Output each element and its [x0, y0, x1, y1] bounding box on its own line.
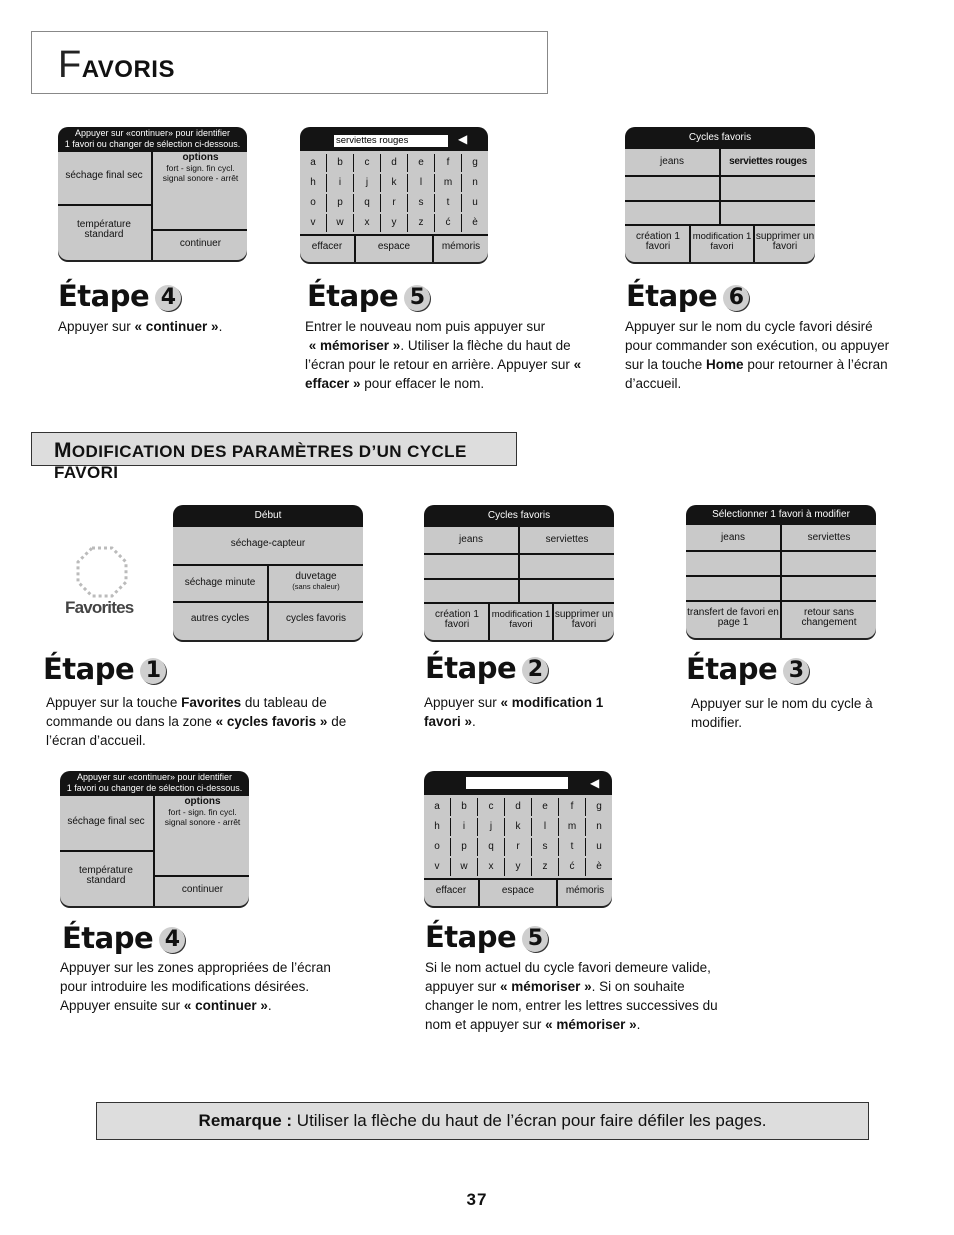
- duvetage-sub: (sans chaleur): [292, 582, 340, 591]
- key[interactable]: y: [505, 858, 532, 876]
- header-line: 1 favori ou changer de sélection ci-dessous.: [64, 139, 241, 149]
- espace-button[interactable]: espace: [501, 885, 535, 896]
- key[interactable]: s: [408, 194, 435, 212]
- note-text: Utiliser la flèche du haut de l’écran pour faire défiler les pages.: [292, 1111, 767, 1130]
- key[interactable]: p: [451, 838, 478, 856]
- text-bold: « continuer »: [183, 998, 268, 1013]
- divider: [625, 224, 815, 226]
- options-line: fort - sign. fin cycl.: [168, 807, 237, 817]
- text: Appuyer sur la touche: [46, 695, 182, 710]
- key[interactable]: k: [505, 818, 532, 836]
- sechage-final-button[interactable]: séchage final sec: [67, 816, 145, 827]
- step-heading: [686, 652, 809, 686]
- title-initial: F: [58, 44, 82, 86]
- key[interactable]: a: [300, 154, 327, 172]
- name-field[interactable]: serviettes rouges: [334, 135, 448, 147]
- key[interactable]: z: [408, 214, 435, 232]
- text-bold: « modification 1 favori »: [424, 695, 604, 729]
- text-bold: « mémoriser »: [545, 1017, 637, 1032]
- key[interactable]: x: [478, 858, 505, 876]
- text-bold: « continuer »: [134, 319, 219, 334]
- memoriser-button[interactable]: mémoris: [441, 241, 481, 252]
- subsection-initial: M: [54, 439, 72, 462]
- step-text: [46, 693, 364, 750]
- step-word: Étape: [58, 279, 150, 313]
- text: Appuyer sur le nom du cycle favori désiré pour commander son exécution, ou appuyer sur la touche: [625, 319, 890, 372]
- favori-jeans[interactable]: jeans: [721, 532, 745, 543]
- sechage-capteur-button[interactable]: séchage-capteur: [230, 538, 306, 549]
- key[interactable]: o: [300, 194, 327, 212]
- key[interactable]: è: [472, 217, 478, 228]
- temperature-button[interactable]: température standard: [79, 865, 133, 886]
- screen-options-bottom: [60, 771, 249, 906]
- espace-button[interactable]: espace: [377, 241, 411, 252]
- step-number: 4: [159, 927, 185, 953]
- retour-button[interactable]: retour sans changement: [801, 607, 857, 628]
- text: du tableau de commande ou dans la zone: [46, 695, 327, 729]
- text: Appuyer sur les zones appropriées de l’écran pour introduire les modifications désirées. Appuyer ensuite sur: [60, 960, 331, 1013]
- favori-serviettes-rouges[interactable]: serviettes rouges: [729, 156, 807, 167]
- subsection-title-box: [31, 432, 517, 482]
- step-text: [58, 317, 288, 336]
- options-line: fort - sign. fin cycl.: [166, 163, 235, 173]
- subsection-title: [54, 439, 516, 483]
- step-word: Étape: [43, 652, 135, 686]
- key[interactable]: a: [424, 798, 451, 816]
- screen-header: Début: [173, 505, 363, 527]
- sechage-minute-button[interactable]: séchage minute: [184, 577, 256, 588]
- step-word: Étape: [626, 279, 718, 313]
- text-bold: « cycles favoris »: [215, 714, 328, 729]
- key[interactable]: z: [532, 858, 559, 876]
- keyboard-row: [300, 194, 488, 212]
- key[interactable]: i: [327, 174, 354, 192]
- divider: [424, 578, 614, 580]
- text: Appuyer sur: [424, 695, 501, 710]
- duvetage-button[interactable]: [269, 571, 363, 591]
- name-field[interactable]: [466, 777, 568, 789]
- key[interactable]: b: [327, 154, 354, 172]
- keyboard-row: [300, 174, 488, 192]
- title-rest: AVORIS: [81, 56, 175, 83]
- keyboard-row: [424, 838, 612, 856]
- key[interactable]: q: [354, 194, 381, 212]
- effacer-button[interactable]: effacer: [311, 241, 343, 252]
- step-text: [425, 958, 735, 1034]
- key[interactable]: r: [505, 838, 532, 856]
- key[interactable]: ć: [559, 858, 586, 876]
- step-heading: [62, 921, 185, 955]
- screen-header: Cycles favoris: [424, 505, 614, 527]
- step-text: [305, 317, 597, 393]
- key[interactable]: f: [559, 798, 586, 816]
- key[interactable]: j: [478, 818, 505, 836]
- keyboard-row: [300, 154, 488, 172]
- favori-serviettes[interactable]: serviettes: [545, 534, 589, 545]
- key[interactable]: x: [354, 214, 381, 232]
- divider: [686, 575, 876, 577]
- note-box: [96, 1102, 869, 1140]
- continuer-button[interactable]: continuer: [181, 884, 224, 895]
- text-bold: « mémoriser »: [308, 338, 401, 353]
- divider: [686, 600, 876, 602]
- creation-button[interactable]: création 1 favori: [435, 609, 479, 630]
- step-number: 4: [155, 285, 181, 311]
- key[interactable]: è: [596, 861, 602, 872]
- screen-keyboard-top: [300, 127, 488, 262]
- cycles-favoris-button[interactable]: cycles favoris: [285, 613, 346, 624]
- key[interactable]: t: [435, 194, 462, 212]
- text: .: [472, 714, 476, 729]
- step-number: 5: [522, 926, 548, 952]
- step-text: [60, 958, 360, 1015]
- step-text: [625, 317, 903, 393]
- supprimer-button[interactable]: supprimer un favori: [554, 609, 614, 630]
- text: de l’écran d’accueil.: [46, 714, 347, 748]
- key[interactable]: m: [435, 174, 462, 192]
- text-bold: Favorites: [181, 695, 242, 710]
- screen-keyboard-bottom: [424, 771, 612, 906]
- key[interactable]: u: [596, 841, 602, 852]
- text: pour retourner à l’écran d’accueil.: [625, 357, 888, 391]
- key[interactable]: b: [451, 798, 478, 816]
- modification-button[interactable]: modification 1 favori: [692, 231, 752, 252]
- transfert-button[interactable]: transfert de favori en page 1: [687, 607, 779, 628]
- text: . Utiliser la flèche du haut de l’écran pour le retour en arrière. Appuyer sur: [305, 338, 574, 372]
- screen-header: [58, 127, 247, 152]
- continuer-button[interactable]: continuer: [179, 238, 222, 249]
- key[interactable]: n: [596, 821, 602, 832]
- options-button[interactable]: [156, 796, 249, 827]
- key[interactable]: u: [472, 197, 478, 208]
- divider: [152, 229, 247, 231]
- step-heading: [58, 279, 181, 313]
- step-number: 6: [723, 285, 749, 311]
- section-title: [58, 44, 175, 87]
- step-text: Appuyer sur le nom du cycle à modifier.: [691, 696, 873, 730]
- key[interactable]: w: [451, 858, 478, 876]
- header-line: Appuyer sur «continuer» pour identifier: [76, 772, 233, 782]
- key[interactable]: l: [532, 818, 559, 836]
- step-text: [424, 693, 636, 731]
- screen-options-top: [58, 127, 247, 260]
- divider: [625, 175, 815, 177]
- step-heading: [43, 652, 166, 686]
- text: .: [636, 1017, 641, 1032]
- options-line: signal sonore - arrêt: [162, 173, 239, 183]
- effacer-button[interactable]: effacer: [435, 885, 467, 896]
- step-word: Étape: [425, 651, 517, 685]
- page-number: 37: [466, 1190, 488, 1209]
- text: .: [218, 319, 223, 334]
- key[interactable]: d: [505, 798, 532, 816]
- creation-button[interactable]: création 1 favori: [636, 231, 680, 252]
- key[interactable]: o: [424, 838, 451, 856]
- options-title: options: [184, 796, 221, 807]
- back-arrow-icon[interactable]: ◀: [458, 132, 468, 146]
- step-word: Étape: [62, 921, 154, 955]
- key[interactable]: p: [327, 194, 354, 212]
- key[interactable]: v: [300, 214, 327, 232]
- key[interactable]: q: [478, 838, 505, 856]
- key[interactable]: h: [424, 818, 451, 836]
- key[interactable]: k: [381, 174, 408, 192]
- key[interactable]: w: [327, 214, 354, 232]
- header-line: 1 favori ou changer de sélection ci-dessous.: [66, 783, 243, 793]
- key[interactable]: c: [354, 154, 381, 172]
- step-word: Étape: [307, 279, 399, 313]
- sechage-final-button[interactable]: séchage final sec: [65, 170, 143, 181]
- key[interactable]: s: [532, 838, 559, 856]
- text-bold: « effacer »: [305, 357, 582, 391]
- key[interactable]: g: [596, 801, 602, 812]
- key[interactable]: ć: [435, 214, 462, 232]
- memoriser-button[interactable]: mémoris: [565, 885, 605, 896]
- screen-header: [60, 771, 249, 796]
- options-button[interactable]: [154, 152, 247, 183]
- modification-button[interactable]: modification 1 favori: [491, 609, 551, 630]
- back-arrow-icon[interactable]: ◀: [590, 776, 600, 790]
- divider: [424, 602, 614, 604]
- key[interactable]: l: [408, 174, 435, 192]
- favori-serviettes[interactable]: serviettes: [807, 532, 851, 543]
- key[interactable]: g: [472, 157, 478, 168]
- key[interactable]: n: [472, 177, 478, 188]
- divider: [625, 200, 815, 202]
- favori-jeans[interactable]: jeans: [459, 534, 483, 545]
- step-word: Étape: [686, 652, 778, 686]
- keyboard-row: [424, 798, 612, 816]
- text: Entrer le nouveau nom puis appuyer sur: [305, 319, 546, 334]
- divider: [60, 850, 154, 852]
- text-bold: Home: [706, 357, 744, 372]
- step-heading: [307, 279, 430, 313]
- divider: [686, 550, 876, 552]
- step-number: 3: [783, 658, 809, 684]
- key[interactable]: d: [381, 154, 408, 172]
- autres-cycles-button[interactable]: autres cycles: [190, 613, 250, 624]
- step-word: Étape: [425, 920, 517, 954]
- divider: [58, 204, 152, 206]
- key[interactable]: c: [478, 798, 505, 816]
- step-number: 2: [522, 657, 548, 683]
- text: Si le nom actuel du cycle favori demeure valide, appuyer sur: [425, 960, 711, 994]
- key[interactable]: i: [451, 818, 478, 836]
- favori-jeans[interactable]: jeans: [660, 156, 684, 167]
- key[interactable]: r: [381, 194, 408, 212]
- key[interactable]: y: [381, 214, 408, 232]
- screen-header: Sélectionner 1 favori à modifier: [686, 505, 876, 525]
- supprimer-button[interactable]: supprimer un favori: [755, 231, 815, 252]
- note-label: Remarque :: [198, 1111, 293, 1130]
- key[interactable]: f: [435, 154, 462, 172]
- text-bold: « mémoriser »: [500, 979, 592, 994]
- favorites-key-label: Favorites: [65, 598, 134, 617]
- key[interactable]: v: [424, 858, 451, 876]
- text: pour effacer le nom.: [360, 376, 485, 391]
- options-title: options: [182, 152, 219, 163]
- key[interactable]: e: [532, 798, 559, 816]
- keyboard-row: [424, 858, 612, 876]
- text: . Si on souhaite changer le nom, entrer les lettres successives du nom et appuyer sur: [425, 979, 718, 1032]
- screen-cycles-middle: [424, 505, 614, 640]
- divider: [154, 875, 249, 877]
- step-heading: [626, 279, 749, 313]
- key[interactable]: t: [559, 838, 586, 856]
- subsection-rest: ODIFICATION DES PARAMÈTRES D’UN CYCLE FAVORI: [54, 442, 467, 482]
- step-number: 5: [404, 285, 430, 311]
- duvetage-label: duvetage: [295, 571, 337, 582]
- screen-debut: [173, 505, 363, 640]
- screen-selectionner: [686, 505, 876, 638]
- options-line: signal sonore - arrêt: [164, 817, 241, 827]
- key[interactable]: m: [559, 818, 586, 836]
- divider: [424, 553, 614, 555]
- step-heading: [425, 651, 548, 685]
- header-line: Appuyer sur «continuer» pour identifier: [74, 128, 231, 138]
- key[interactable]: h: [300, 174, 327, 192]
- step-number: 1: [140, 658, 166, 684]
- keyboard-row: [300, 214, 488, 232]
- temperature-button[interactable]: température standard: [77, 219, 131, 240]
- key[interactable]: j: [354, 174, 381, 192]
- text: Appuyer sur: [58, 319, 135, 334]
- screen-header: Cycles favoris: [625, 127, 815, 149]
- keyboard-row: [424, 818, 612, 836]
- step-heading: [425, 920, 548, 954]
- favorites-key-icon: [60, 540, 160, 630]
- key[interactable]: e: [408, 154, 435, 172]
- section-title-box: [31, 31, 548, 94]
- screen-cycles-top: [625, 127, 815, 262]
- text: .: [267, 998, 272, 1013]
